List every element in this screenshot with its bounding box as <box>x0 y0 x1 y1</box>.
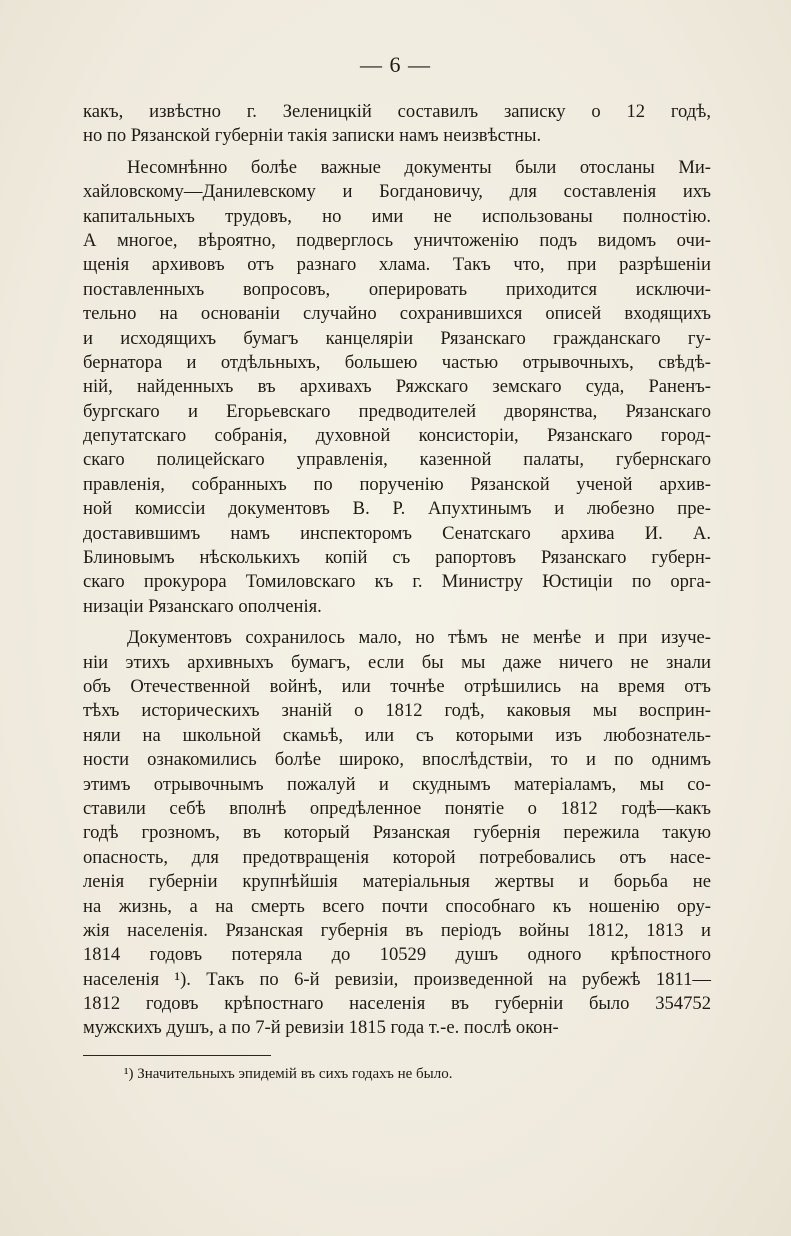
text-line: ленія губерніи крупнѣйшія матеріальныя жертвы и борьба не <box>83 871 711 893</box>
text-line: опасность, для предотвращенія которой потребовались отъ насе- <box>83 846 711 868</box>
text-line: тельно на основаніи случайно сохранившихся описей входящихъ <box>83 303 711 325</box>
paragraph <box>83 156 711 619</box>
text-line: правленія, собранныхъ по порученію Рязанской ученой архив- <box>83 473 711 495</box>
text-line: Блиновымъ нѣсколькихъ копій съ рапортовъ Рязанскаго губерн- <box>83 547 711 569</box>
text-line: на жизнь, а на смерть всего почти способнаго къ ношенію ору- <box>83 895 711 917</box>
text-line: 1814 годовъ потеряла до 10529 душъ одного крѣпостного <box>83 944 711 966</box>
text-line: ставили себѣ вполнѣ опредѣленное понятіе о 1812 годѣ—какъ <box>83 797 711 819</box>
text-line: жія населенія. Рязанская губернія въ періодъ войны 1812, 1813 и <box>83 919 711 941</box>
paragraph <box>83 100 711 149</box>
text-line: мужскихъ душъ, а по 7-й ревизіи 1815 года т.-е. послѣ окон- <box>83 1017 559 1039</box>
text-line: Несомнѣнно болѣе важные документы были отосланы Ми- <box>127 156 711 178</box>
paragraph-gap <box>83 149 711 156</box>
text-line: ній, найденныхъ въ архивахъ Ряжскаго земскаго суда, Раненъ- <box>83 376 711 398</box>
text-line: бургскаго и Егорьевскаго предводителей дворянства, Рязанскаго <box>83 400 711 422</box>
text-line: скаго полицейскаго управленія, казенной палаты, губернскаго <box>83 449 711 471</box>
text-line: 1812 годовъ крѣпостнаго населенія въ губерніи было 354752 <box>83 993 711 1015</box>
text-line: хайловскому—Данилевскому и Богдановичу, для составленія ихъ <box>83 181 711 203</box>
text-line: капитальныхъ трудовъ, но ими не использованы полностію. <box>83 205 711 227</box>
body-text <box>83 100 711 1041</box>
text-line: А многое, вѣроятно, подверглось уничтоженію подъ видомъ очи- <box>83 229 711 251</box>
text-line: какъ, извѣстно г. Зеленицкій составилъ записку о 12 годѣ, <box>83 101 711 122</box>
paragraph <box>83 626 711 1041</box>
footnote-divider <box>83 1055 271 1056</box>
text-line: годѣ грозномъ, въ который Рязанская губернія пережила такую <box>83 822 711 844</box>
paragraph-gap <box>83 619 711 626</box>
text-line: низаціи Рязанскаго ополченія. <box>83 595 322 617</box>
text-line: этимъ отрывочнымъ пожалуй и скуднымъ матеріаламъ, мы со- <box>83 773 711 795</box>
text-line: объ Отечественной войнѣ, или точнѣе отрѣшились на время отъ <box>83 675 711 697</box>
text-line: доставившимъ намъ инспекторомъ Сенатскаго архива И. А. <box>83 522 711 544</box>
text-line: и исходящихъ бумагъ канцеляріи Рязанскаго гражданскаго гу- <box>83 327 711 349</box>
footnote: ¹) Значительныхъ эпидемій въ сихъ годахъ не было. <box>124 1066 453 1082</box>
text-line: ности ознакомились болѣе широко, впослѣдствіи, то и по однимъ <box>83 749 711 771</box>
text-line: Документовъ сохранилось мало, но тѣмъ не менѣе и при изуче- <box>127 627 711 649</box>
text-line: бернатора и отдѣльныхъ, большею частью отрывочныхъ, свѣдѣ- <box>83 351 711 373</box>
text-line: скаго прокурора Томиловскаго къ г. Министру Юстиціи по орга- <box>83 571 711 593</box>
text-line: щенія архивовъ отъ разнаго хлама. Такъ что, при разрѣшеніи <box>83 254 711 276</box>
text-line: поставленныхъ вопросовъ, оперировать приходится исключи- <box>83 278 711 300</box>
text-line: ной комиссіи документовъ В. Р. Апухтинымъ и любезно пре- <box>83 498 711 520</box>
text-line: депутатскаго собранія, духовной консисторіи, Рязанскаго город- <box>83 425 711 447</box>
text-line: тѣхъ историческихъ знаній о 1812 годѣ, каковыя мы восприн- <box>83 700 711 722</box>
page-number: — 6 — <box>360 52 431 77</box>
text-line: ніи этихъ архивныхъ бумагъ, если бы мы даже ничего не знали <box>83 651 711 673</box>
text-line: но по Рязанской губерніи такія записки намъ неизвѣстны. <box>83 125 542 147</box>
text-line: няли на школьной скамьѣ, или съ которыми изъ любознатель- <box>83 724 711 746</box>
text-line: населенія ¹). Такъ по 6-й ревизіи, произведенной на рубежѣ 1811— <box>83 968 711 990</box>
